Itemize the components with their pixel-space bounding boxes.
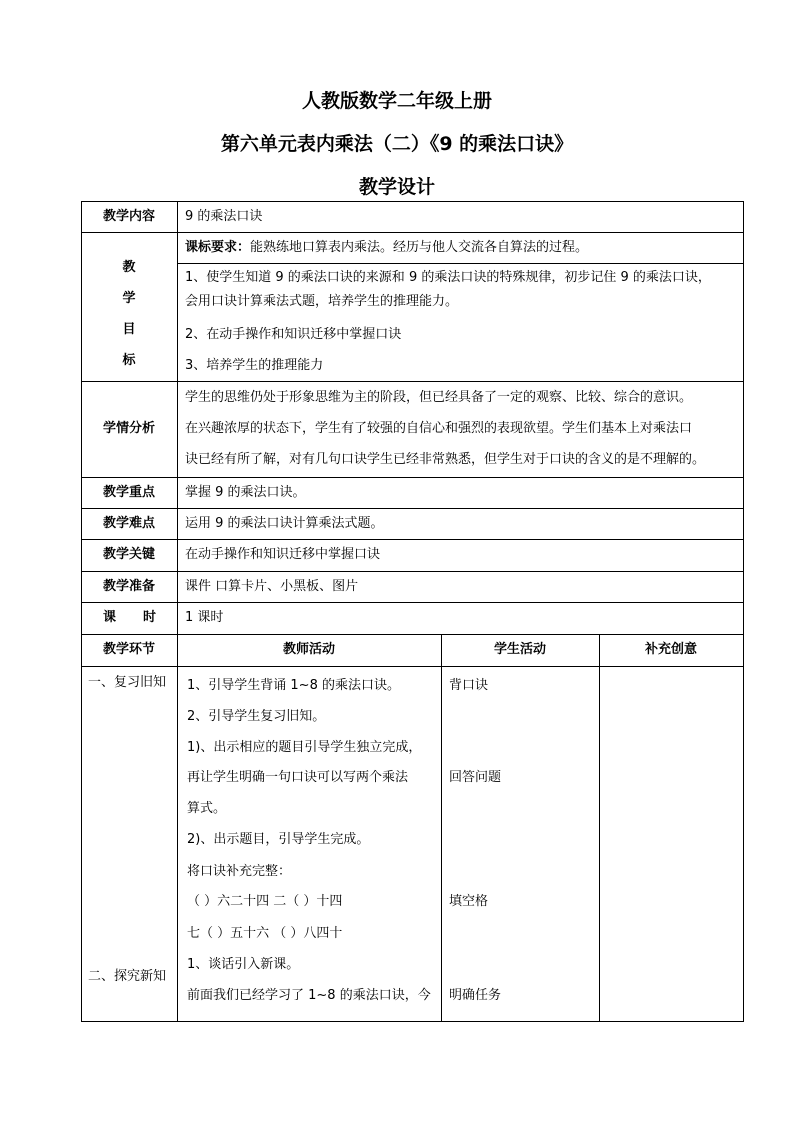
teacher-line: 算式。 bbox=[187, 801, 227, 816]
analysis-line-1: 学生的思维仍处于形象思维为主的阶段，但已经具备了一定的观察、比较、综合的意识。 bbox=[185, 390, 693, 405]
teacher-line: （ ）六二十四 二（ ）十四 bbox=[187, 894, 343, 909]
value-crux: 在动手操作和知识迁移中掌握口诀 bbox=[185, 547, 381, 562]
teacher-line: 前面我们已经学习了 1~8 的乘法口诀，今 bbox=[187, 988, 431, 1003]
col-border bbox=[441, 634, 442, 1022]
col-border bbox=[177, 201, 178, 1022]
goal-line-1b: 会用口诀计算乘法式题，培养学生的推理能力。 bbox=[185, 294, 459, 309]
row-border bbox=[177, 263, 744, 264]
stage-explore: 二、探究新知 bbox=[88, 969, 167, 984]
value-content: 9 的乘法口诀 bbox=[185, 209, 263, 224]
teacher-line: 将口诀补充完整： bbox=[187, 864, 292, 879]
student-activity: 明确任务 bbox=[449, 988, 502, 1003]
value-difficulty: 运用 9 的乘法口诀计算乘法式题。 bbox=[185, 516, 384, 531]
teacher-line: 2)、出示题目，引导学生完成。 bbox=[187, 832, 370, 847]
label-period-a: 课 bbox=[103, 610, 117, 625]
row-border bbox=[81, 666, 744, 667]
row-border bbox=[81, 539, 744, 540]
row-border bbox=[81, 508, 744, 509]
col-border bbox=[743, 201, 744, 1022]
value-preparation: 课件 口算卡片、小黑板、图片 bbox=[185, 579, 359, 594]
label-preparation: 教学准备 bbox=[102, 579, 155, 594]
goal-line-2: 2、在动手操作和知识迁移中掌握口诀 bbox=[185, 327, 402, 342]
row-border bbox=[81, 232, 744, 233]
stage-review: 一、复习旧知 bbox=[88, 675, 167, 690]
teacher-line: 2、引导学生复习旧知。 bbox=[187, 709, 326, 724]
header-stage: 教学环节 bbox=[102, 642, 155, 657]
label-content: 教学内容 bbox=[102, 209, 155, 224]
document-title: 人教版数学二年级上册 bbox=[301, 90, 492, 112]
col-border bbox=[599, 634, 600, 1022]
header-creative: 补充创意 bbox=[644, 642, 697, 657]
student-activity: 背口诀 bbox=[449, 678, 489, 693]
label-key-point: 教学重点 bbox=[102, 485, 155, 500]
teacher-line: 七（ ）五十六 （ ）八四十 bbox=[187, 926, 343, 941]
value-period: 1 课时 bbox=[185, 610, 224, 625]
row-border bbox=[81, 634, 744, 635]
lesson-title: 第六单元表内乘法（二）《9 的乘法口诀》 bbox=[220, 133, 574, 155]
analysis-line-3: 诀已经有所了解，对有几句口诀学生已经非常熟悉，但学生对于口诀的含义的是不理解的。 bbox=[185, 452, 706, 467]
row-border bbox=[81, 602, 744, 603]
header-teacher: 教师活动 bbox=[282, 642, 335, 657]
teacher-line: 1)、出示相应的题目引导学生独立完成， bbox=[187, 740, 422, 755]
row-border bbox=[81, 571, 744, 572]
row-border bbox=[81, 477, 744, 478]
document-subtitle: 教学设计 bbox=[358, 176, 435, 198]
header-student: 学生活动 bbox=[493, 642, 546, 657]
value-key-point: 掌握 9 的乘法口诀。 bbox=[185, 485, 306, 500]
label-period-b: 时 bbox=[143, 610, 157, 625]
teacher-line: 1、谈话引入新课。 bbox=[187, 957, 300, 972]
student-activity: 回答问题 bbox=[449, 770, 502, 785]
teacher-line: 再让学生明确一句口诀可以写两个乘法 bbox=[187, 770, 409, 785]
analysis-line-2: 在兴趣浓厚的状态下，学生有了较强的自信心和强烈的表现欲望。学生们基本上对乘法口 bbox=[185, 421, 693, 436]
label-difficulty: 教学难点 bbox=[102, 516, 155, 531]
teacher-line: 1、引导学生背诵 1~8 的乘法口诀。 bbox=[187, 678, 400, 693]
row-border bbox=[81, 201, 744, 202]
row-border bbox=[81, 1021, 744, 1022]
goal-line-1: 1、使学生知道 9 的乘法口诀的来源和 9 的乘法口诀的特殊规律，初步记住 9 的乘法口诀， bbox=[185, 270, 711, 285]
row-border bbox=[81, 381, 744, 382]
lesson-plan-table bbox=[81, 201, 744, 1022]
student-activity: 填空格 bbox=[449, 894, 489, 909]
label-goals: 教 学 目 标 bbox=[122, 260, 136, 368]
goal-line-3: 3、培养学生的推理能力 bbox=[185, 358, 324, 373]
curriculum-standard: 课标要求：能熟练地口算表内乘法。经历与他人交流各自算法的过程。 bbox=[185, 240, 589, 255]
label-crux: 教学关键 bbox=[102, 547, 155, 562]
label-analysis: 学情分析 bbox=[102, 421, 155, 436]
